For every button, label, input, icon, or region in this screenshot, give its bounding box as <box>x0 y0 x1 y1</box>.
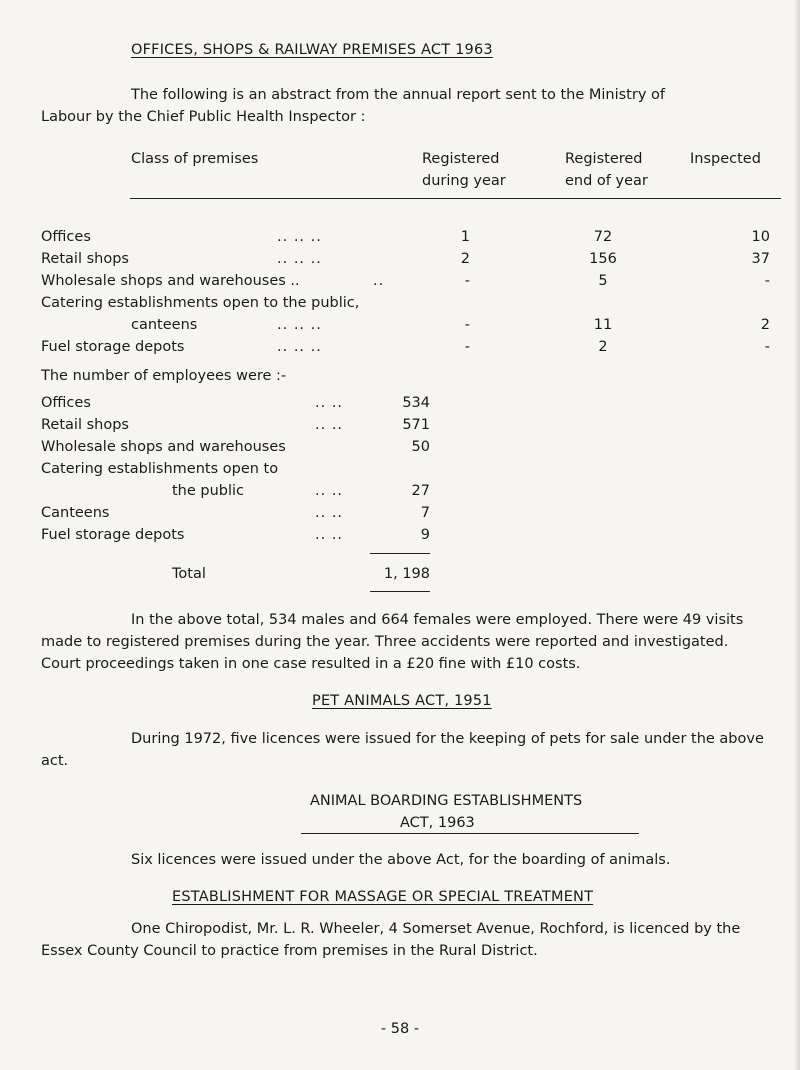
row-label-cont: canteens <box>131 317 198 333</box>
total-bottom-rule <box>370 591 430 592</box>
row-end: 72 <box>593 229 613 245</box>
total-label: Total <box>172 566 206 582</box>
employee-value: 50 <box>411 439 430 455</box>
row-inspected: 2 <box>760 317 770 333</box>
col-header-inspected: Inspected <box>690 151 761 167</box>
row-end: 11 <box>593 317 613 333</box>
col-header-reg-end-1: Registered <box>565 151 643 167</box>
employee-label: Retail shops <box>41 417 129 433</box>
row-leader: .. .. .. <box>277 339 322 355</box>
row-during: - <box>464 317 470 333</box>
row-inspected: 37 <box>751 251 770 267</box>
animal-boarding-heading-2: ACT, 1963 <box>400 815 475 831</box>
row-inspected: 10 <box>751 229 770 245</box>
row-label: Wholesale shops and warehouses .. <box>41 273 300 289</box>
total-value: 1, 198 <box>383 566 430 582</box>
row-during: - <box>464 339 470 355</box>
massage-heading: ESTABLISHMENT FOR MASSAGE OR SPECIAL TREATMENT <box>172 889 594 905</box>
employee-leader: .. .. <box>315 483 344 499</box>
employee-leader: .. .. <box>315 395 344 411</box>
employees-intro: The number of employees were :- <box>41 368 287 384</box>
pet-animals-text: During 1972, five licences were issued for the keeping of pets for sale under the above act. <box>41 731 764 769</box>
row-during: 2 <box>460 251 470 267</box>
col-header-reg-during-1: Registered <box>422 151 500 167</box>
employee-value: 571 <box>402 417 430 433</box>
employee-label-cont: the public <box>172 483 245 499</box>
massage-text: One Chiropodist, Mr. L. R. Wheeler, 4 Somerset Avenue, Rochford, is licenced by the Essex County Council to practice from premises in the Rural District. <box>41 921 741 959</box>
row-label: Fuel storage depots <box>41 339 185 355</box>
row-leader: .. .. .. <box>277 229 322 245</box>
page-edge-shadow <box>794 0 800 1070</box>
employee-label: Offices <box>41 395 91 411</box>
row-during: 1 <box>460 229 470 245</box>
employee-value: 9 <box>420 527 430 543</box>
row-end: 5 <box>598 273 608 289</box>
row-leader: .. .. .. <box>277 317 322 333</box>
intro-line-1: The following is an abstract from the annual report sent to the Ministry of <box>131 87 665 103</box>
row-leader: .. <box>373 273 385 289</box>
intro-line-2: Labour by the Chief Public Health Inspector : <box>41 109 366 125</box>
summary-paragraph: In the above total, 534 males and 664 females were employed. There were 49 visits made to registered premises during the year. Three accidents were reported and investigated. Court proceedings taken in one case resulted in a £20 fine with £10 costs. <box>41 612 744 672</box>
row-label: Offices <box>41 229 91 245</box>
employee-label: Canteens <box>41 505 110 521</box>
page-number: - 58 - <box>380 1021 420 1037</box>
row-inspected: - <box>764 273 770 289</box>
row-end: 156 <box>589 251 617 267</box>
col-header-reg-end-2: end of year <box>565 173 648 189</box>
employee-value: 27 <box>411 483 430 499</box>
employee-value: 7 <box>420 505 430 521</box>
row-inspected: - <box>764 339 770 355</box>
pet-animals-heading: PET ANIMALS ACT, 1951 <box>312 693 492 709</box>
row-leader: .. .. .. <box>277 251 322 267</box>
table-header-rule <box>130 198 781 199</box>
row-label: Retail shops <box>41 251 129 267</box>
col-header-reg-during-2: during year <box>422 173 506 189</box>
employee-label: Wholesale shops and warehouses <box>41 439 286 455</box>
row-during: - <box>464 273 470 289</box>
employee-label: Catering establishments open to <box>41 461 279 477</box>
employee-leader: .. .. <box>315 417 344 433</box>
col-header-class: Class of premises <box>131 151 259 167</box>
employee-leader: .. .. <box>315 505 344 521</box>
animal-boarding-rule <box>301 833 639 834</box>
animal-boarding-text: Six licences were issued under the above Act, for the boarding of animals. <box>131 852 671 868</box>
employee-label: Fuel storage depots <box>41 527 185 543</box>
employee-leader: .. .. <box>315 527 344 543</box>
row-end: 2 <box>598 339 608 355</box>
employee-value: 534 <box>402 395 430 411</box>
offices-act-heading: OFFICES, SHOPS & RAILWAY PREMISES ACT 1963 <box>131 42 493 58</box>
animal-boarding-heading-1: ANIMAL BOARDING ESTABLISHMENTS <box>310 793 583 809</box>
total-top-rule <box>370 553 430 554</box>
row-label: Catering establishments open to the public, <box>41 295 360 311</box>
